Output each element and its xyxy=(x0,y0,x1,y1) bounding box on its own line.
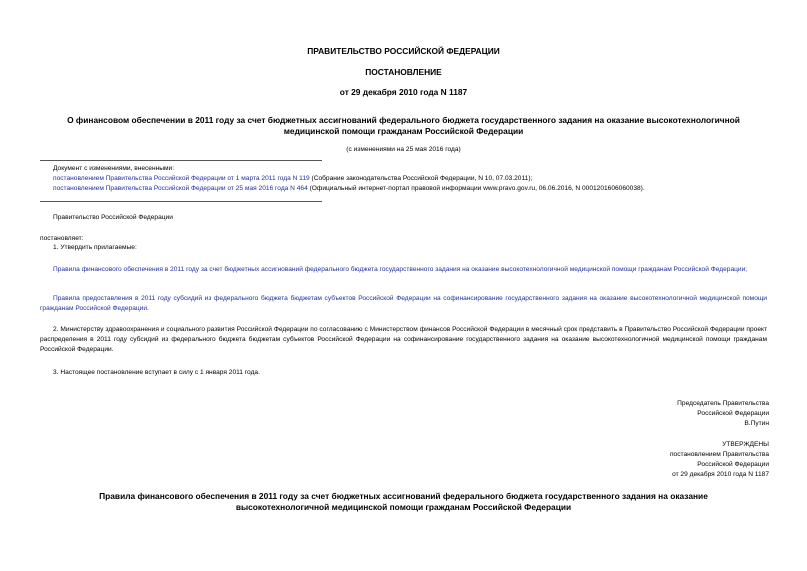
amendments-top-divider xyxy=(40,160,322,161)
amendments-bottom-divider xyxy=(40,201,322,202)
document-title-line2: медицинской помощи гражданам Российской Федерации xyxy=(283,126,524,136)
approved-by: постановлением Правительства xyxy=(669,451,769,458)
amendment-item-1 xyxy=(53,174,532,184)
item-2-paragraph: 2. Министерству здравоохранения и социального развития Российской Федерации по согласованию с Министерством финансов Российской Федерации в месячный срок представить в Правительство Российской Федерации проект распределения в 2011 году субсидий из федерального бюджета бюджетам субъектов Российской Федерации на софинансирование государственного задания на оказание высокотехнологичной медицинской помощи гражданам Российской Федерации. xyxy=(40,326,767,353)
approved-block xyxy=(670,440,769,480)
amendment-source-1: (Собрание законодательства Российской Федерации, N 10, 07.03.2011); xyxy=(309,175,533,182)
amendments-intro: Документ с изменениями, внесенными: xyxy=(53,165,175,172)
amendment-item-2 xyxy=(53,184,645,194)
approved-label: УТВЕРЖДЕНЫ xyxy=(722,441,769,448)
amendment-link-1[interactable]: постановлением Правительства Российской Федерации от 1 марта 2011 года N 119 xyxy=(53,175,310,182)
rules-2-paragraph xyxy=(40,294,767,314)
document-title-line1: О финансовом обеспечении в 2011 году за счет бюджетных ассигнований федерального бюджета государственного задания на оказание высокотехнологичной xyxy=(67,115,740,125)
changes-note: (с изменениями на 25 мая 2016 года) xyxy=(346,146,461,153)
amendment-source-2: (Официальный интернет-портал правовой информации www.pravo.gov.ru, 06.06.2016, N 0001201606060038). xyxy=(307,185,645,192)
resolves-label: постановляет: xyxy=(40,235,84,242)
document-date-heading: от 29 декабря 2010 года N 1187 xyxy=(339,87,468,97)
document-type-heading: ПОСТАНОВЛЕНИЕ xyxy=(365,67,442,77)
signature-country: Российской Федерации xyxy=(697,410,769,417)
rules-1-link[interactable]: Правила финансового обеспечения в 2011 году за счет бюджетных ассигнований федерального бюджета государственного задания на оказание высокотехнологичной медицинской помощи гражданам Российской Федерации; xyxy=(53,266,748,273)
signature-block xyxy=(677,399,769,429)
item-3-text: 3. Настоящее постановление вступает в силу с 1 января 2011 года. xyxy=(53,369,260,376)
approved-country: Российской Федерации xyxy=(697,461,769,468)
item-1-text: 1. Утвердить прилагаемые: xyxy=(53,244,137,251)
government-label: Правительство Российской Федерации xyxy=(53,214,173,221)
amendment-link-2[interactable]: постановлением Правительства Российской Федерации от 25 мая 2016 года N 464 xyxy=(53,185,308,192)
rules-title-line2: высокотехнологичной медицинской помощи гражданам Российской Федерации xyxy=(235,502,572,512)
government-heading: ПРАВИТЕЛЬСТВО РОССИЙСКОЙ ФЕДЕРАЦИИ xyxy=(307,46,500,56)
rules-title-line1: Правила финансового обеспечения в 2011 году за счет бюджетных ассигнований федерального бюджета государственного задания на оказание xyxy=(99,491,708,501)
signature-position: Председатель Правительства xyxy=(677,400,769,407)
approved-date: от 29 декабря 2010 года N 1187 xyxy=(672,471,769,478)
signature-name: В.Путин xyxy=(744,420,769,427)
rules-2-link[interactable]: Правила предоставления в 2011 году субсидий из федерального бюджета бюджетам субъектов Российской Федерации на софинансирование государственного задания на оказание высокотехнологичной медицинской помощи гражданам Российской Федерации. xyxy=(40,295,767,312)
rules-1-paragraph xyxy=(40,265,767,275)
